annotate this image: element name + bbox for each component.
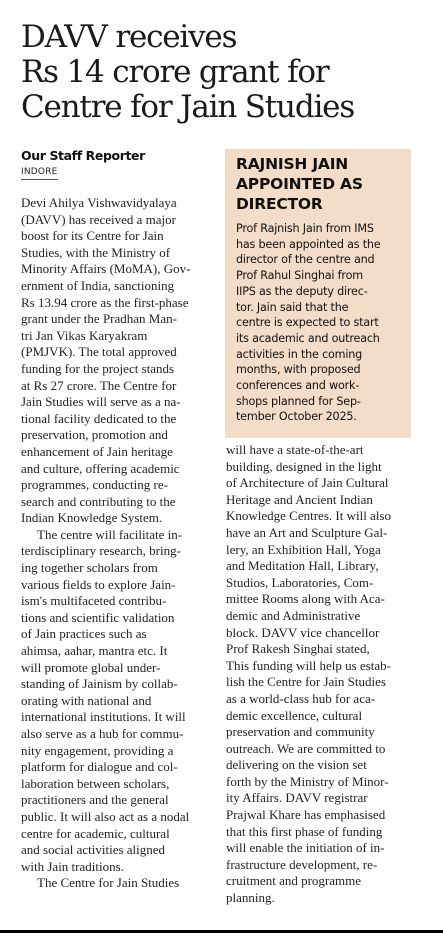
text-line: ahimsa, aahar, mantra etc. It bbox=[21, 643, 168, 659]
text-line: Knowledge Centres. It will also bbox=[226, 508, 391, 524]
sidebar-title-line: APPOINTED AS bbox=[236, 175, 363, 193]
text-line: various fields to explore Jain- bbox=[21, 576, 176, 592]
text-line: as a world-class hub for aca- bbox=[226, 690, 376, 706]
text-line: conferences and work- bbox=[236, 379, 360, 393]
text-line: international institutions. It will bbox=[21, 709, 186, 725]
text-line: ernment of India, sanctioning bbox=[21, 277, 175, 293]
text-line: funding for the project stands bbox=[21, 360, 175, 376]
text-line: activities in the coming bbox=[236, 347, 363, 361]
text-line: (DAVV) has received a major bbox=[21, 211, 176, 227]
byline: Our Staff Reporter bbox=[21, 148, 145, 163]
text-line: demic and Administrative bbox=[226, 607, 361, 623]
text-line: of Jain practices such as bbox=[21, 626, 147, 642]
text-line: tional facility dedicated to the bbox=[21, 410, 177, 426]
text-line: nity engagement, providing a bbox=[21, 742, 174, 758]
sidebar-body bbox=[236, 221, 380, 425]
text-line: of Architecture of Jain Cultural bbox=[226, 475, 389, 491]
sidebar-title-line: RAJNISH JAIN bbox=[236, 155, 349, 173]
text-line: (PMJVK). The total approved bbox=[21, 344, 177, 360]
text-line: and social activities aligned bbox=[21, 842, 166, 858]
text-line: has been appointed as the bbox=[236, 237, 381, 251]
text-line: its academic and outreach bbox=[236, 331, 380, 345]
text-line: forth by the Ministry of Minor- bbox=[226, 773, 389, 789]
text-line: tember October 2025. bbox=[236, 410, 357, 424]
text-line: building, designed in the light bbox=[226, 458, 382, 474]
sidebar-title-line: DIRECTOR bbox=[236, 195, 323, 213]
text-line: The centre will facilitate in- bbox=[37, 526, 183, 542]
text-line: Minority Affairs (MoMA), Gov- bbox=[21, 261, 191, 277]
text-line: ing together scholars from bbox=[21, 560, 158, 576]
text-line: at Rs 27 crore. The Centre for bbox=[21, 377, 177, 393]
text-line: boost for its Centre for Jain bbox=[21, 228, 164, 244]
text-line: programmes, conducting re- bbox=[21, 477, 168, 493]
sidebar-box bbox=[225, 149, 411, 438]
text-line: delivering on the vision set bbox=[226, 757, 367, 773]
text-line: practitioners and the general bbox=[21, 792, 169, 808]
text-line: mittee Rooms along with Aca- bbox=[226, 591, 385, 607]
text-line: orating with national and bbox=[21, 692, 152, 708]
headline bbox=[21, 20, 433, 125]
text-line: IIPS as the deputy direc- bbox=[236, 284, 368, 298]
text-line: Prof Rajnish Jain from IMS bbox=[236, 222, 374, 235]
text-line: that this first phase of funding bbox=[226, 823, 383, 839]
text-line: Rs 13.94 crore as the first-phase bbox=[21, 294, 189, 310]
headline-line: Centre for Jain Studies bbox=[21, 89, 355, 125]
text-line: lish the Centre for Jain Studies bbox=[226, 674, 386, 690]
text-line: The Centre for Jain Studies bbox=[37, 875, 180, 891]
text-line: ity Affairs. DAVV registrar bbox=[226, 790, 368, 806]
text-line: and culture, offering academic bbox=[21, 460, 180, 476]
text-line: will have a state-of-the-art bbox=[226, 442, 364, 457]
text-line: grant under the Pradhan Man- bbox=[21, 311, 177, 327]
text-line: shops planned for Sep- bbox=[236, 394, 361, 408]
text-line: frastructure development, re- bbox=[226, 856, 378, 872]
text-line: Indian Knowledge System. bbox=[21, 510, 163, 526]
text-line: cruitment and programme bbox=[226, 873, 362, 889]
text-line: This funding will help us estab- bbox=[226, 657, 392, 673]
text-line: also serve as a hub for commu- bbox=[21, 726, 184, 741]
text-line: block. DAVV vice chancellor bbox=[226, 624, 380, 640]
text-line: preservation and community bbox=[226, 724, 375, 740]
text-line: centre for academic, cultural bbox=[21, 825, 170, 841]
text-line: search and contributing to the bbox=[21, 493, 176, 509]
headline-line: Rs 14 crore grant for bbox=[21, 54, 329, 90]
text-line: ism's multifaceted contribu- bbox=[21, 593, 167, 609]
text-line: and Meditation Hall, Library, bbox=[226, 558, 379, 574]
text-line: demic excellence, cultural bbox=[226, 707, 363, 723]
text-line: tor. Jain said that the bbox=[236, 300, 349, 314]
text-line: months, with proposed bbox=[236, 363, 361, 377]
text-line: with Jain traditions. bbox=[21, 858, 124, 874]
headline-line: DAVV receives bbox=[21, 19, 237, 55]
text-line: public. It will also act as a nodal bbox=[21, 808, 190, 824]
dateline: INDORE bbox=[21, 167, 58, 180]
text-line: tri Jan Vikas Karyakram bbox=[21, 327, 148, 343]
text-line: Devi Ahilya Vishwavidyalaya bbox=[21, 195, 177, 210]
text-line: Heritage and Ancient Indian bbox=[226, 491, 373, 507]
text-line: planning. bbox=[226, 890, 275, 906]
text-line: lery, an Exhibition Hall, Yoga bbox=[226, 541, 381, 557]
bottom-rule bbox=[0, 930, 443, 933]
text-line: Prof Rahul Singhai from bbox=[236, 269, 363, 283]
text-line: Prajwal Khare has emphasised bbox=[226, 807, 386, 823]
text-line: tions and scientific validation bbox=[21, 609, 175, 625]
text-line: Studios, Laboratories, Com- bbox=[226, 574, 374, 590]
text-line: Jain Studies will serve as a na- bbox=[21, 394, 181, 410]
text-line: Studies, with the Ministry of bbox=[21, 244, 171, 260]
text-line: outreach. We are committed to bbox=[226, 740, 386, 756]
text-line: director of the centre and bbox=[236, 253, 375, 267]
text-line: have an Art and Sculpture Gal- bbox=[226, 524, 388, 540]
article-column-left bbox=[21, 195, 217, 892]
article-column-right bbox=[226, 442, 422, 907]
text-line: will promote global under- bbox=[21, 659, 161, 675]
text-line: Prof Rakesh Singhai stated, bbox=[226, 641, 370, 657]
text-line: preservation, promotion and bbox=[21, 427, 168, 443]
text-line: platform for dialogue and col- bbox=[21, 759, 178, 775]
text-line: terdisciplinary research, bring- bbox=[21, 543, 181, 559]
text-line: laboration between scholars, bbox=[21, 775, 170, 791]
text-line: standing of Jainism by collab- bbox=[21, 676, 178, 692]
sidebar-title bbox=[236, 154, 363, 214]
text-line: enhancement of Jain heritage bbox=[21, 443, 173, 459]
text-line: centre is expected to start bbox=[236, 316, 379, 330]
text-line: will enable the initiation of in- bbox=[226, 840, 385, 856]
